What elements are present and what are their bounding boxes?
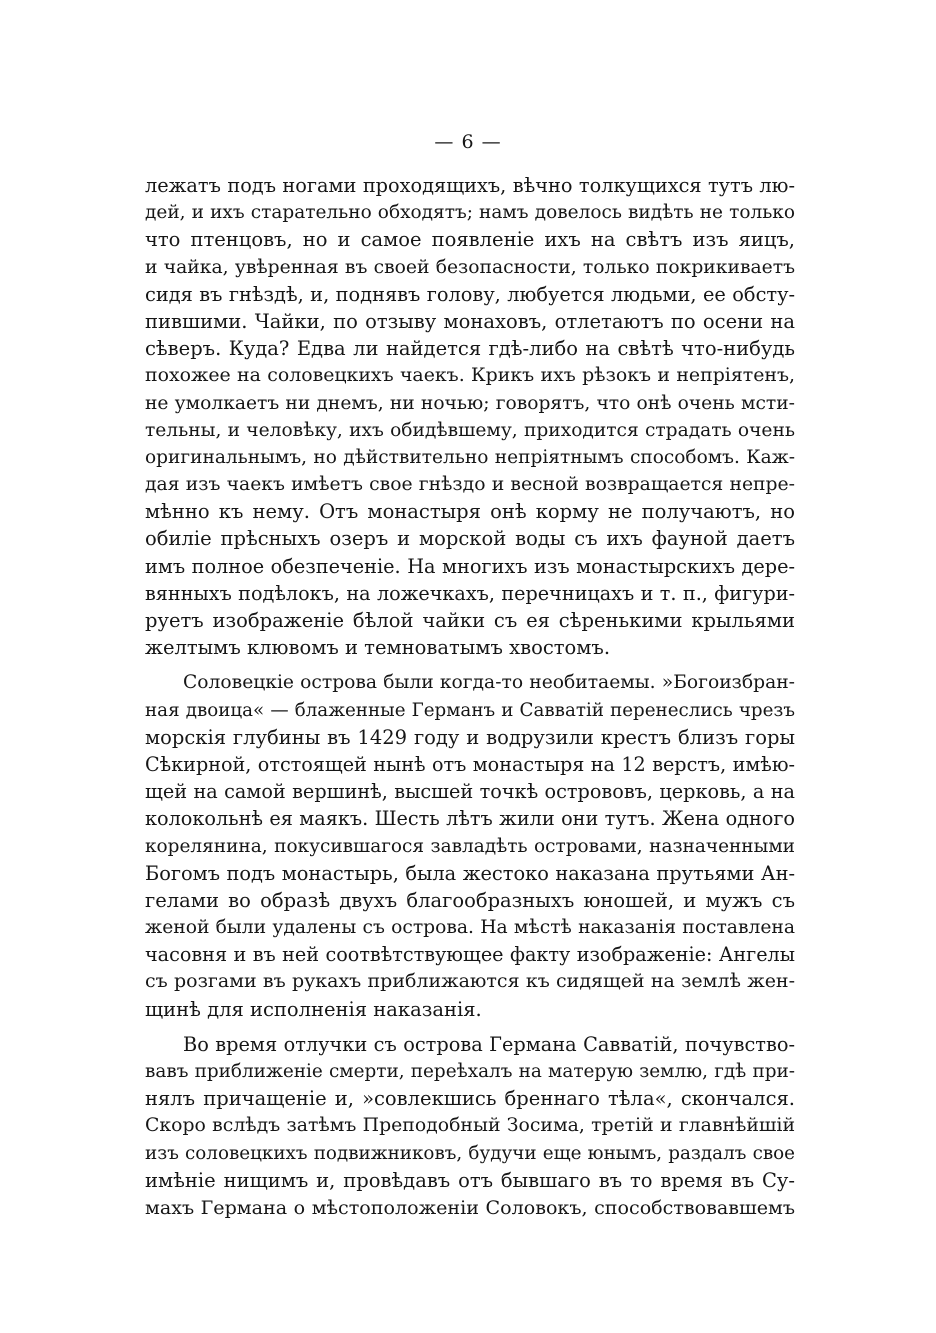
text-line: желтымъ клювомъ и темноватымъ хвостомъ. xyxy=(145,636,611,660)
text-line: морскія глубины въ 1429 году и водрузили крестъ близъ горы xyxy=(145,725,795,749)
text-line: лежатъ подъ ногами проходящихъ, вѣчно толкущихся тутъ лю- xyxy=(145,174,795,197)
text-line: Скоро вслѣдъ затѣмъ Преподобный Зосима, третій и главнѣйшій xyxy=(145,1115,795,1137)
text-line: оригинальнымъ, но дѣйствительно непріятнымъ способомъ. Каж- xyxy=(145,446,795,468)
text-line: тельны, и человѣку, ихъ обидѣвшему, приходится страдать очень xyxy=(145,419,795,441)
text-line: дая изъ чаекъ имѣетъ свое гнѣздо и весной возвращается непре- xyxy=(145,474,795,496)
text-line: гелами во образѣ двухъ благообразныхъ юношей, и мужъ съ xyxy=(145,888,795,912)
text-line: вавъ приближеніе смерти, переѣхалъ на матерую землю, гдѣ при- xyxy=(145,1061,795,1082)
text-line: женой были удалены съ острова. На мѣстѣ наказанія поставлена xyxy=(145,917,795,939)
text-line: имъ полное обезпеченіе. На многихъ изъ монастырскихъ дере- xyxy=(145,554,795,578)
text-line: изъ соловецкихъ подвижниковъ, будучи еще юнымъ, раздалъ свое xyxy=(145,1142,795,1164)
text-line: часовня и въ ней соотвѣтствующее факту изображеніе: Ангелы xyxy=(145,943,795,967)
text-line: Богомъ подъ монастырь, была жестоко наказана прутьями Ан- xyxy=(145,861,795,885)
text-line: съ розгами въ рукахъ приближаются къ сидящей на землѣ жен- xyxy=(145,970,795,993)
text-line: Во время отлучки съ острова Германа Савватій, почувство- xyxy=(183,1032,795,1056)
text-line: нялъ причащеніе и, »совлекшись бреннаго тѣла«, скончался. xyxy=(145,1087,795,1111)
text-line: сидя въ гнѣздѣ, и, поднявъ голову, любуется людьми, ее обсту- xyxy=(145,282,795,306)
text-line: щинѣ для исполненія наказанія. xyxy=(145,997,482,1021)
text-line: мѣнно къ нему. Отъ монастыря онѣ корму не получаютъ, но xyxy=(145,500,795,524)
text-line: похожее на соловецкихъ чаекъ. Крикъ ихъ рѣзокъ и непріятенъ, xyxy=(145,364,795,387)
page-number: — 6 — xyxy=(434,131,502,153)
text-line: щей на самой вершинѣ, высшей точкѣ острововъ, церковь, а на xyxy=(145,780,795,804)
text-line: махъ Германа о мѣстоположеніи Соловокъ, способствовавшемъ xyxy=(145,1195,795,1219)
text-line: Соловецкіе острова были когда-то необитаемы. »Богоизбран- xyxy=(183,672,795,694)
text-line: Сѣкирной, отстоящей нынѣ отъ монастыря на 12 верстъ, имѣю- xyxy=(145,752,795,776)
paragraph-1 xyxy=(145,172,795,661)
text-line: сѣверъ. Куда? Едва ли найдется гдѣ-либо на свѣтѣ что-нибудь xyxy=(145,337,795,361)
text-line: ная двоица« — блаженные Германъ и Савватій перенеслись чрезъ xyxy=(145,699,795,721)
text-line: корелянина, покусившагося завладѣть островами, назначенными xyxy=(145,835,795,857)
text-line: колокольнѣ ея маякъ. Шесть лѣтъ жили они тутъ. Жена одного xyxy=(145,807,795,831)
text-line: и чайка, увѣренная въ своей безопасности, только покрикиваетъ xyxy=(145,256,795,278)
text-line: обиліе прѣсныхъ озеръ и морской воды съ ихъ фауной даетъ xyxy=(145,527,795,551)
text-line: что птенцовъ, но и самое появленіе ихъ на свѣтъ изъ яицъ, xyxy=(145,228,795,252)
text-line: не умолкаетъ ни днемъ, ни ночью; говорятъ, что онѣ очень мсти- xyxy=(145,392,795,414)
paragraph-2 xyxy=(145,669,795,1022)
text-line: имѣніе нищимъ и, провѣдавъ отъ бывшаго въ то время въ Су- xyxy=(145,1168,795,1192)
text-line: руетъ изображеніе бѣлой чайки съ ея сѣренькими крыльями xyxy=(145,609,795,632)
text-line: вянныхъ подѣлокъ, на ложечкахъ, перечницахъ и т. п., фигури- xyxy=(145,581,795,605)
paragraph-3 xyxy=(145,1031,795,1221)
text-line: пившими. Чайки, по отзыву монаховъ, отлетаютъ по осени на xyxy=(145,309,795,333)
text-line: дей, и ихъ старательно обходятъ; намъ довелось видѣть не только xyxy=(145,202,795,224)
text-block xyxy=(145,172,795,1221)
